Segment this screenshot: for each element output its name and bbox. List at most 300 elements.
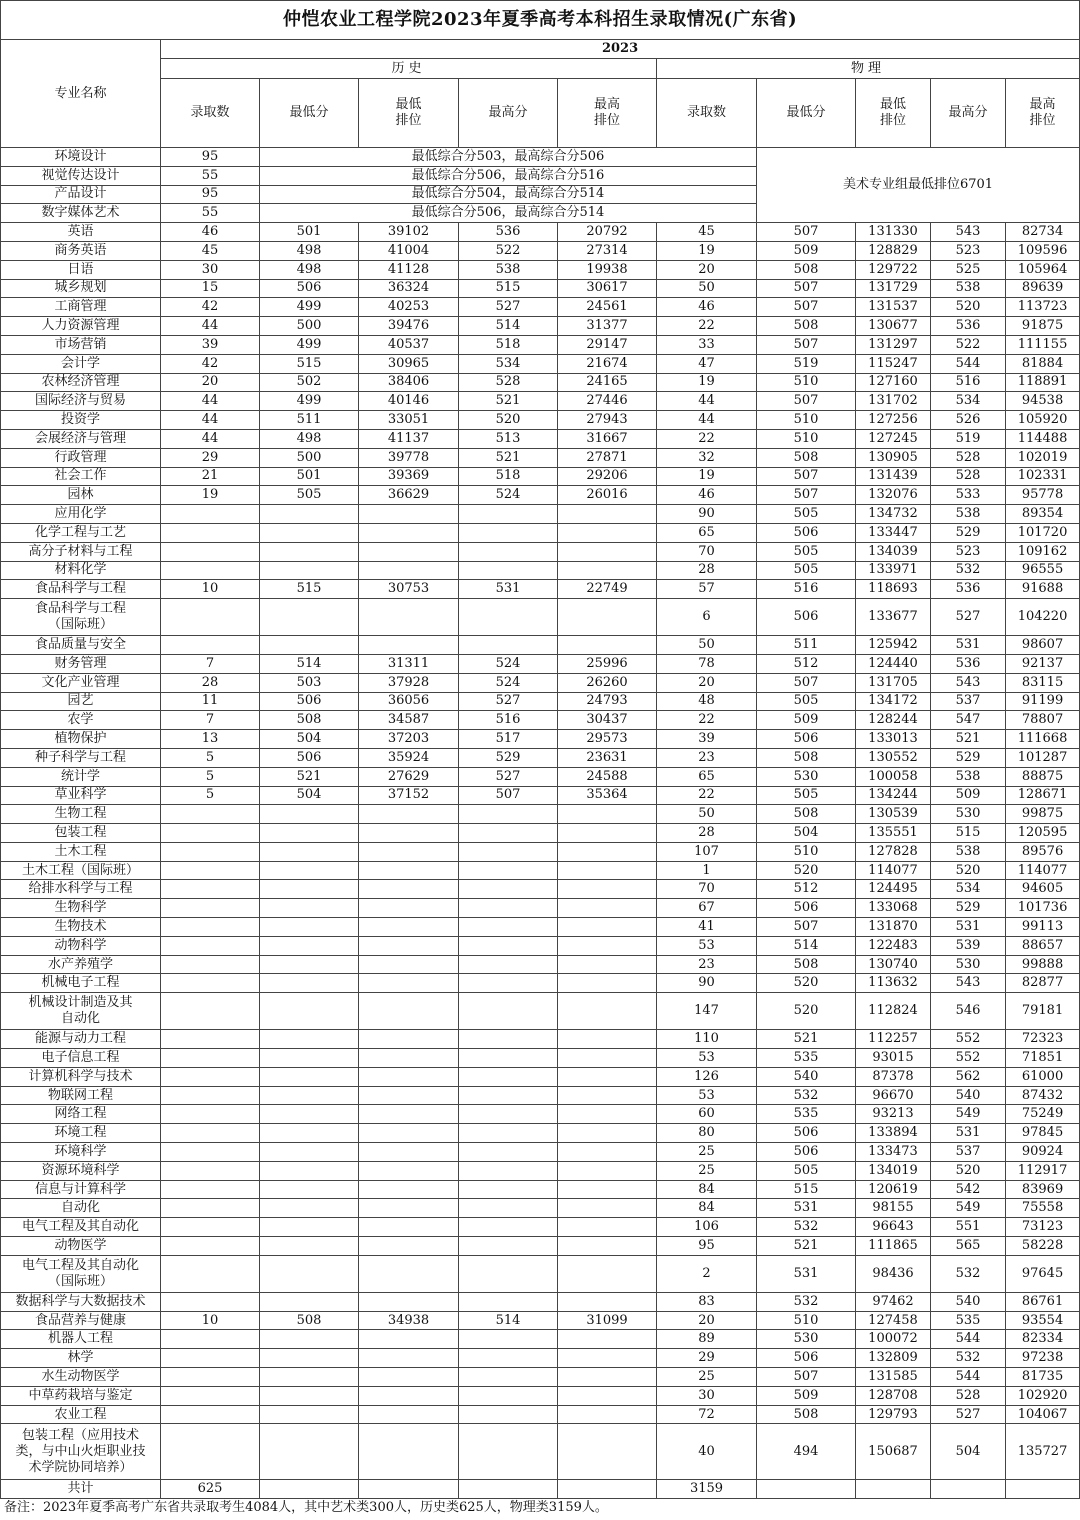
history-value: 39369 — [359, 467, 459, 486]
history-value — [558, 993, 657, 1030]
physics-value: 528 — [931, 448, 1006, 467]
history-value: 499 — [260, 335, 359, 354]
history-value: 44 — [161, 429, 260, 448]
history-value — [161, 1161, 260, 1180]
history-value — [161, 861, 260, 880]
history-value — [558, 842, 657, 861]
history-value — [359, 1161, 459, 1180]
history-value — [260, 1180, 359, 1199]
column-header: 最低 排位 — [359, 79, 459, 148]
physics-value: 81735 — [1006, 1368, 1080, 1387]
table-row — [1, 673, 1080, 692]
history-value: 33051 — [359, 411, 459, 430]
history-value — [359, 805, 459, 824]
physics-value: 507 — [757, 486, 856, 505]
physics-value: 87432 — [1006, 1086, 1080, 1105]
physics-value: 82734 — [1006, 223, 1080, 242]
table-row — [1, 298, 1080, 317]
physics-value: 507 — [757, 467, 856, 486]
history-value: 20792 — [558, 223, 657, 242]
physics-value: 78 — [657, 654, 757, 673]
history-value — [459, 1424, 558, 1480]
history-value: 35924 — [359, 748, 459, 767]
physics-value: 538 — [931, 842, 1006, 861]
major-name: 电气工程及其自动化 — [1, 1218, 161, 1237]
physics-value: 516 — [931, 373, 1006, 392]
history-value — [260, 1049, 359, 1068]
physics-value: 508 — [757, 448, 856, 467]
physics-value: 507 — [757, 673, 856, 692]
history-value: 499 — [260, 392, 359, 411]
history-value — [260, 1124, 359, 1143]
major-name: 给排水科学与工程 — [1, 880, 161, 899]
physics-value: 515 — [757, 1180, 856, 1199]
history-value: 531 — [459, 580, 558, 599]
history-value: 524 — [459, 654, 558, 673]
history-value — [161, 1237, 260, 1256]
major-name: 电气工程及其自动化 （国际班） — [1, 1255, 161, 1292]
history-value: 13 — [161, 730, 260, 749]
history-value — [558, 899, 657, 918]
history-value — [359, 861, 459, 880]
history-value — [260, 1386, 359, 1405]
physics-value: 20 — [657, 1311, 757, 1330]
history-value — [260, 918, 359, 937]
history-value: 536 — [459, 223, 558, 242]
history-value — [459, 1067, 558, 1086]
history-value: 7 — [161, 654, 260, 673]
physics-value: 131330 — [856, 223, 931, 242]
history-value — [459, 880, 558, 899]
major-name: 应用化学 — [1, 505, 161, 524]
physics-value: 95 — [657, 1237, 757, 1256]
history-value — [161, 599, 260, 636]
table-row — [1, 918, 1080, 937]
physics-value: 508 — [757, 955, 856, 974]
history-value — [459, 918, 558, 937]
physics-value: 129722 — [856, 260, 931, 279]
history-value — [558, 505, 657, 524]
physics-value: 111865 — [856, 1237, 931, 1256]
history-value — [558, 1255, 657, 1292]
physics-value: 536 — [931, 654, 1006, 673]
physics-value: 516 — [757, 580, 856, 599]
major-name: 机械电子工程 — [1, 974, 161, 993]
physics-value: 91688 — [1006, 580, 1080, 599]
history-value — [359, 599, 459, 636]
history-value — [161, 1067, 260, 1086]
history-value — [558, 918, 657, 937]
history-value: 529 — [459, 748, 558, 767]
physics-value: 67 — [657, 899, 757, 918]
history-value: 20 — [161, 373, 260, 392]
history-value — [459, 899, 558, 918]
table-row — [1, 523, 1080, 542]
history-value — [459, 1237, 558, 1256]
history-value: 39102 — [359, 223, 459, 242]
history-value — [359, 1330, 459, 1349]
physics-value: 539 — [931, 936, 1006, 955]
physics-value: 44 — [657, 411, 757, 430]
history-value — [359, 1218, 459, 1237]
physics-value: 48 — [657, 692, 757, 711]
history-value: 45 — [161, 241, 260, 260]
physics-value: 101720 — [1006, 523, 1080, 542]
physics-value: 50 — [657, 279, 757, 298]
physics-value: 20 — [657, 673, 757, 692]
physics-value: 114077 — [856, 861, 931, 880]
history-value — [459, 505, 558, 524]
history-value — [161, 1255, 260, 1292]
physics-value: 83969 — [1006, 1180, 1080, 1199]
physics-value: 93554 — [1006, 1311, 1080, 1330]
history-value: 524 — [459, 486, 558, 505]
history-value: 11 — [161, 692, 260, 711]
history-value: 30 — [161, 260, 260, 279]
history-value — [359, 1086, 459, 1105]
physics-value: 133677 — [856, 599, 931, 636]
history-value — [558, 1405, 657, 1424]
history-value: 40253 — [359, 298, 459, 317]
physics-value: 134039 — [856, 542, 931, 561]
history-value — [459, 1218, 558, 1237]
history-value — [459, 805, 558, 824]
physics-value: 538 — [931, 767, 1006, 786]
table-row — [1, 1405, 1080, 1424]
physics-value: 127160 — [856, 373, 931, 392]
physics-value: 546 — [931, 993, 1006, 1030]
history-count: 55 — [161, 204, 260, 223]
physics-value: 134732 — [856, 505, 931, 524]
group-row — [1, 59, 1080, 79]
table-row — [1, 767, 1080, 786]
physics-value: 507 — [757, 279, 856, 298]
history-value — [359, 842, 459, 861]
history-value: 498 — [260, 429, 359, 448]
physics-value: 46 — [657, 486, 757, 505]
physics-value: 521 — [757, 1237, 856, 1256]
physics-value: 534 — [931, 392, 1006, 411]
physics-value: 540 — [757, 1067, 856, 1086]
history-value — [359, 1386, 459, 1405]
physics-value: 99113 — [1006, 918, 1080, 937]
history-value — [359, 1199, 459, 1218]
history-value — [359, 824, 459, 843]
column-header: 最高 排位 — [1006, 79, 1080, 148]
column-header: 最低 排位 — [856, 79, 931, 148]
physics-value: 544 — [931, 1330, 1006, 1349]
history-value — [260, 523, 359, 542]
history-value — [558, 1292, 657, 1311]
history-value — [161, 1405, 260, 1424]
history-value — [359, 1124, 459, 1143]
physics-value: 528 — [931, 467, 1006, 486]
physics-value: 523 — [931, 241, 1006, 260]
history-count: 95 — [161, 185, 260, 204]
history-value — [359, 918, 459, 937]
physics-value: 540 — [931, 1292, 1006, 1311]
history-value — [558, 955, 657, 974]
physics-value: 107 — [657, 842, 757, 861]
physics-value: 534 — [931, 880, 1006, 899]
physics-value: 507 — [757, 335, 856, 354]
history-value — [161, 1124, 260, 1143]
history-value — [161, 993, 260, 1030]
history-value — [260, 899, 359, 918]
physics-value: 508 — [757, 748, 856, 767]
table-row — [1, 692, 1080, 711]
table-row — [1, 392, 1080, 411]
history-value — [459, 993, 558, 1030]
history-value: 42 — [161, 298, 260, 317]
major-name: 食品质量与安全 — [1, 636, 161, 655]
physics-value: 30 — [657, 1386, 757, 1405]
history-value: 34938 — [359, 1311, 459, 1330]
physics-value: 61000 — [1006, 1067, 1080, 1086]
physics-value: 532 — [931, 561, 1006, 580]
history-value — [459, 1086, 558, 1105]
major-name: 水产养殖学 — [1, 955, 161, 974]
history-value: 502 — [260, 373, 359, 392]
physics-value: 22 — [657, 786, 757, 805]
table-row — [1, 561, 1080, 580]
history-value — [260, 805, 359, 824]
physics-value: 512 — [757, 880, 856, 899]
history-value — [260, 1199, 359, 1218]
history-value: 527 — [459, 298, 558, 317]
physics-value: 111668 — [1006, 730, 1080, 749]
physics-value: 99875 — [1006, 805, 1080, 824]
major-name: 计算机科学与技术 — [1, 1067, 161, 1086]
table-row — [1, 467, 1080, 486]
table-row — [1, 448, 1080, 467]
physics-value: 118891 — [1006, 373, 1080, 392]
physics-value: 505 — [757, 786, 856, 805]
history-value — [260, 1218, 359, 1237]
history-value: 41004 — [359, 241, 459, 260]
history-value: 38406 — [359, 373, 459, 392]
physics-value: 507 — [757, 1368, 856, 1387]
physics-value: 86761 — [1006, 1292, 1080, 1311]
table-row — [1, 1386, 1080, 1405]
physics-value: 105964 — [1006, 260, 1080, 279]
major-header: 专业名称 — [1, 40, 161, 148]
physics-value: 536 — [931, 317, 1006, 336]
physics-value: 89576 — [1006, 842, 1080, 861]
physics-value: 65 — [657, 523, 757, 542]
history-value — [359, 1067, 459, 1086]
major-name: 食品营养与健康 — [1, 1311, 161, 1330]
physics-value: 98155 — [856, 1199, 931, 1218]
history-value — [260, 1086, 359, 1105]
physics-value: 535 — [757, 1105, 856, 1124]
history-value: 527 — [459, 767, 558, 786]
history-value: 37152 — [359, 786, 459, 805]
major-name: 动物医学 — [1, 1237, 161, 1256]
physics-value: 101736 — [1006, 899, 1080, 918]
physics-value: 132076 — [856, 486, 931, 505]
history-value — [558, 542, 657, 561]
table-row — [1, 599, 1080, 636]
physics-value: 514 — [757, 936, 856, 955]
major-name: 农林经济管理 — [1, 373, 161, 392]
physics-value: 109596 — [1006, 241, 1080, 260]
history-value: 30437 — [558, 711, 657, 730]
table-row — [1, 636, 1080, 655]
physics-value: 510 — [757, 373, 856, 392]
table-row — [1, 730, 1080, 749]
history-value: 19 — [161, 486, 260, 505]
history-value — [359, 1143, 459, 1162]
major-name: 投资学 — [1, 411, 161, 430]
history-value — [260, 1030, 359, 1049]
physics-value: 540 — [931, 1086, 1006, 1105]
history-value — [558, 1067, 657, 1086]
history-value — [260, 974, 359, 993]
physics-value: 53 — [657, 1049, 757, 1068]
physics-value: 97645 — [1006, 1255, 1080, 1292]
major-name: 水生动物医学 — [1, 1368, 161, 1387]
physics-value: 120595 — [1006, 824, 1080, 843]
history-value: 522 — [459, 241, 558, 260]
major-name: 数字媒体艺术 — [1, 204, 161, 223]
table-row — [1, 580, 1080, 599]
history-value: 538 — [459, 260, 558, 279]
table-row — [1, 1086, 1080, 1105]
major-name: 环境科学 — [1, 1143, 161, 1162]
major-name: 包装工程（应用技术 类，与中山火炬职业技 术学院协同培养） — [1, 1424, 161, 1480]
history-value: 517 — [459, 730, 558, 749]
table-row — [1, 1030, 1080, 1049]
column-header: 录取数 — [657, 79, 757, 148]
physics-value: 520 — [757, 861, 856, 880]
physics-value: 124440 — [856, 654, 931, 673]
physics-value: 131705 — [856, 673, 931, 692]
table-row — [1, 373, 1080, 392]
history-value — [359, 523, 459, 542]
history-value — [459, 523, 558, 542]
history-value: 31377 — [558, 317, 657, 336]
history-value — [161, 1143, 260, 1162]
history-value — [161, 1199, 260, 1218]
history-value — [260, 936, 359, 955]
physics-value: 530 — [757, 1330, 856, 1349]
physics-value: 33 — [657, 335, 757, 354]
history-value — [459, 1143, 558, 1162]
history-value — [459, 1368, 558, 1387]
major-name: 自动化 — [1, 1199, 161, 1218]
physics-value: 504 — [757, 824, 856, 843]
history-value — [359, 880, 459, 899]
physics-value: 90924 — [1006, 1143, 1080, 1162]
physics-value: 543 — [931, 673, 1006, 692]
history-value: 29147 — [558, 335, 657, 354]
history-value — [161, 899, 260, 918]
physics-value: 520 — [757, 974, 856, 993]
history-value: 27629 — [359, 767, 459, 786]
history-value: 500 — [260, 317, 359, 336]
physics-value: 75558 — [1006, 1199, 1080, 1218]
table-row — [1, 1292, 1080, 1311]
history-value: 37928 — [359, 673, 459, 692]
physics-value: 542 — [931, 1180, 1006, 1199]
table-row — [1, 748, 1080, 767]
table-row — [1, 1237, 1080, 1256]
history-value — [359, 1237, 459, 1256]
physics-value: 506 — [757, 1349, 856, 1368]
history-value: 524 — [459, 673, 558, 692]
history-value: 520 — [459, 411, 558, 430]
history-value — [161, 880, 260, 899]
physics-value: 101287 — [1006, 748, 1080, 767]
physics-value: 81884 — [1006, 354, 1080, 373]
history-value — [558, 1368, 657, 1387]
history-value — [558, 561, 657, 580]
physics-value: 507 — [757, 223, 856, 242]
history-value: 5 — [161, 786, 260, 805]
physics-value: 520 — [757, 993, 856, 1030]
history-value: 518 — [459, 467, 558, 486]
history-value: 516 — [459, 711, 558, 730]
year-row — [1, 40, 1080, 59]
history-value — [558, 1386, 657, 1405]
physics-value: 29 — [657, 1349, 757, 1368]
major-name: 草业科学 — [1, 786, 161, 805]
history-value — [459, 1292, 558, 1311]
history-value — [260, 1143, 359, 1162]
major-name: 园林 — [1, 486, 161, 505]
physics-value: 115247 — [856, 354, 931, 373]
history-value: 35364 — [558, 786, 657, 805]
physics-value: 527 — [931, 1405, 1006, 1424]
history-value — [359, 1105, 459, 1124]
physics-value: 505 — [757, 561, 856, 580]
major-name: 种子科学与工程 — [1, 748, 161, 767]
history-value: 534 — [459, 354, 558, 373]
history-value: 508 — [260, 1311, 359, 1330]
major-name: 园艺 — [1, 692, 161, 711]
history-value: 44 — [161, 392, 260, 411]
history-value: 31311 — [359, 654, 459, 673]
physics-value: 131870 — [856, 918, 931, 937]
table-row — [1, 1180, 1080, 1199]
table-row — [1, 354, 1080, 373]
physics-value: 130539 — [856, 805, 931, 824]
history-value — [161, 505, 260, 524]
table-row — [1, 1424, 1080, 1480]
physics-value: 65 — [657, 767, 757, 786]
page-title: 仲恺农业工程学院2023年夏季高考本科招生录取情况(广东省) — [1, 1, 1080, 40]
history-value: 42 — [161, 354, 260, 373]
physics-value: 94538 — [1006, 392, 1080, 411]
table-row — [1, 1105, 1080, 1124]
art-score-note: 最低综合分506，最高综合分514 — [260, 204, 757, 223]
history-value — [558, 1349, 657, 1368]
history-value — [558, 880, 657, 899]
physics-value: 127458 — [856, 1311, 931, 1330]
history-value — [459, 1330, 558, 1349]
table-row — [1, 1368, 1080, 1387]
physics-value: 91199 — [1006, 692, 1080, 711]
physics-value: 50 — [657, 805, 757, 824]
history-value — [161, 974, 260, 993]
physics-value: 510 — [757, 1311, 856, 1330]
history-value: 22749 — [558, 580, 657, 599]
physics-value: 127245 — [856, 429, 931, 448]
physics-value: 519 — [757, 354, 856, 373]
physics-value: 562 — [931, 1067, 1006, 1086]
footnote: 备注：2023年夏季高考广东省共录取考生4084人，其中艺术类300人，历史类625人，物理类3159人。 — [4, 1500, 608, 1515]
